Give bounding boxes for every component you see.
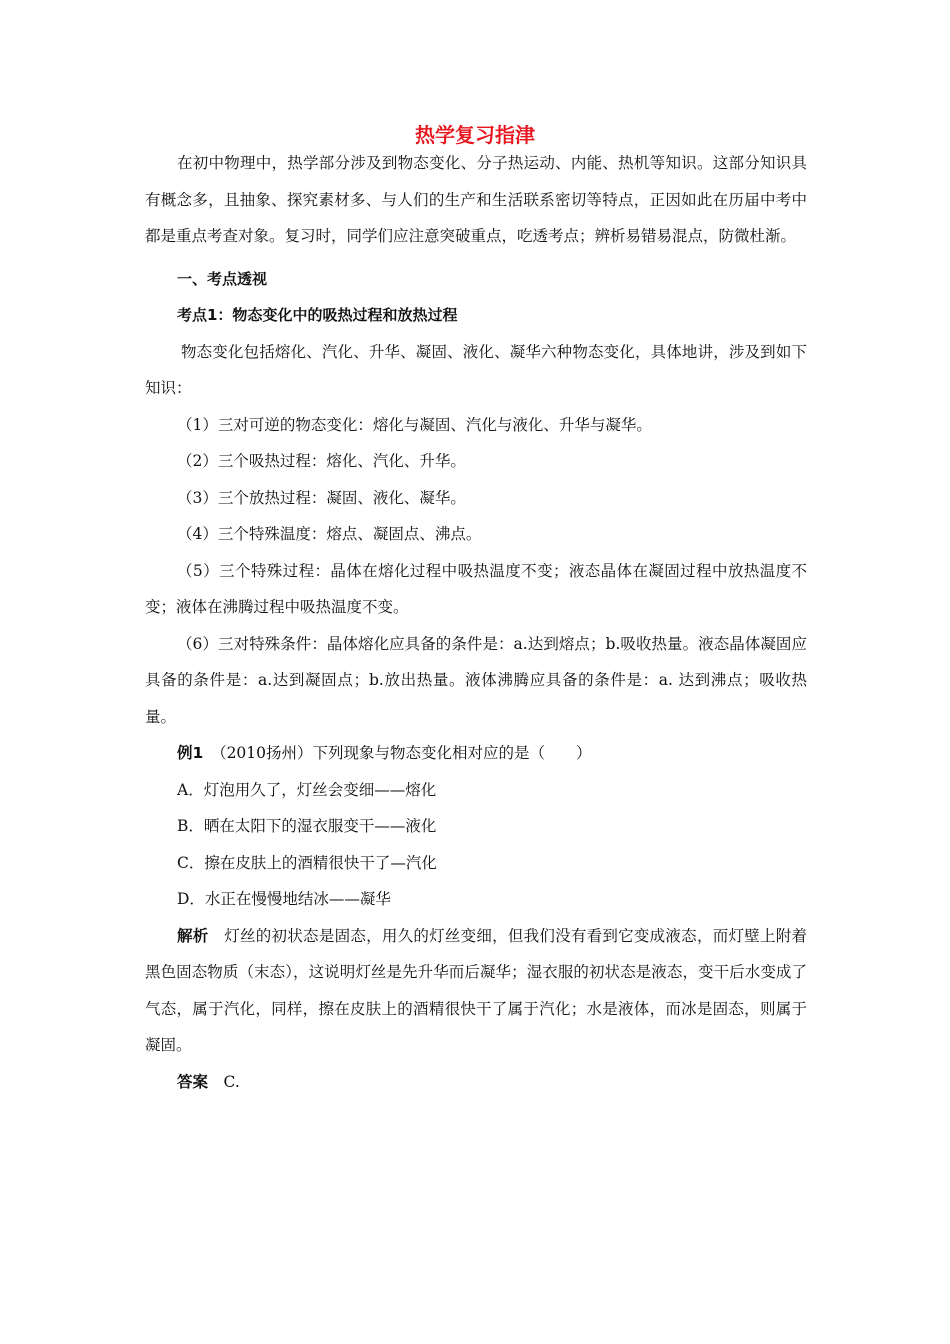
point-item: （4）三个特殊温度：熔点、凝固点、沸点。 (177, 525, 482, 543)
answer-paragraph (145, 1064, 807, 1101)
kaodian-intro: 物态变化包括熔化、汽化、升华、凝固、液化、凝华六种物态变化，具体地讲，涉及到如下知识： (145, 342, 807, 397)
point-item: （3）三个放热过程：凝固、液化、凝华。 (177, 488, 466, 507)
example-option: C．擦在皮肤上的酒精很快干了—汽化 (177, 853, 437, 872)
example-option: B．晒在太阳下的湿衣服变干——液化 (177, 817, 437, 835)
kaodian-heading: 考点1：物态变化中的吸热过程和放热过程 (177, 306, 458, 324)
answer-text: C. (223, 1072, 240, 1091)
example-option: A．灯泡用久了，灯丝会变细——熔化 (177, 780, 437, 799)
analysis-label: 解析 (177, 926, 209, 945)
section-heading: 一、考点透视 (177, 269, 268, 288)
answer-label: 答案 (177, 1072, 209, 1091)
intro-paragraph: 在初中物理中，热学部分涉及到物态变化、分子热运动、内能、热机等知识。这部分知识具有概念多，且抽象、探究素材多、与人们的生产和生活联系密切等特点，正因如此在历届中考中都是重点考查对象。复习时，同学们应注意突破重点，吃透考点；辨析易错易混点，防微杜渐。 (145, 154, 807, 245)
analysis-paragraph (145, 918, 807, 1064)
point-item: （6）三对特殊条件：晶体熔化应具备的条件是：a.达到熔点；b.吸收热量。液态晶体凝固应具备的条件是：a.达到凝固点；b.放出热量。液体沸腾应具备的条件是：a. 达到沸点；吸收热量。 (145, 634, 807, 726)
point-item: （1）三对可逆的物态变化：熔化与凝固、汽化与液化、升华与凝华。 (177, 415, 652, 434)
document-body (145, 145, 807, 1100)
document-title: 热学复习指津 (415, 123, 535, 147)
point-item: （2）三个吸热过程：熔化、汽化、升华。 (177, 452, 466, 470)
example-label: 例1 (177, 744, 204, 762)
point-item: （5）三个特殊过程：晶体在熔化过程中吸热温度不变；液态晶体在凝固过程中放热温度不变；液体在沸腾过程中吸热温度不变。 (145, 561, 807, 616)
analysis-text: 灯丝的初状态是固态，用久的灯丝变细，但我们没有看到它变成液态，而灯壁上附着黑色固态物质（末态），这说明灯丝是先升华而后凝华；湿衣服的初状态是液态，变干后水变成了气态，属于汽化，同样，擦在皮肤上的酒精很快干了属于汽化；水是液体，而冰是固态，则属于凝固。 (145, 926, 807, 1054)
example-option: D．水正在慢慢地结冰——凝华 (177, 890, 391, 908)
example-question (145, 735, 807, 772)
example-question-text: （2010扬州）下列现象与物态变化相对应的是（ ） (218, 744, 592, 762)
